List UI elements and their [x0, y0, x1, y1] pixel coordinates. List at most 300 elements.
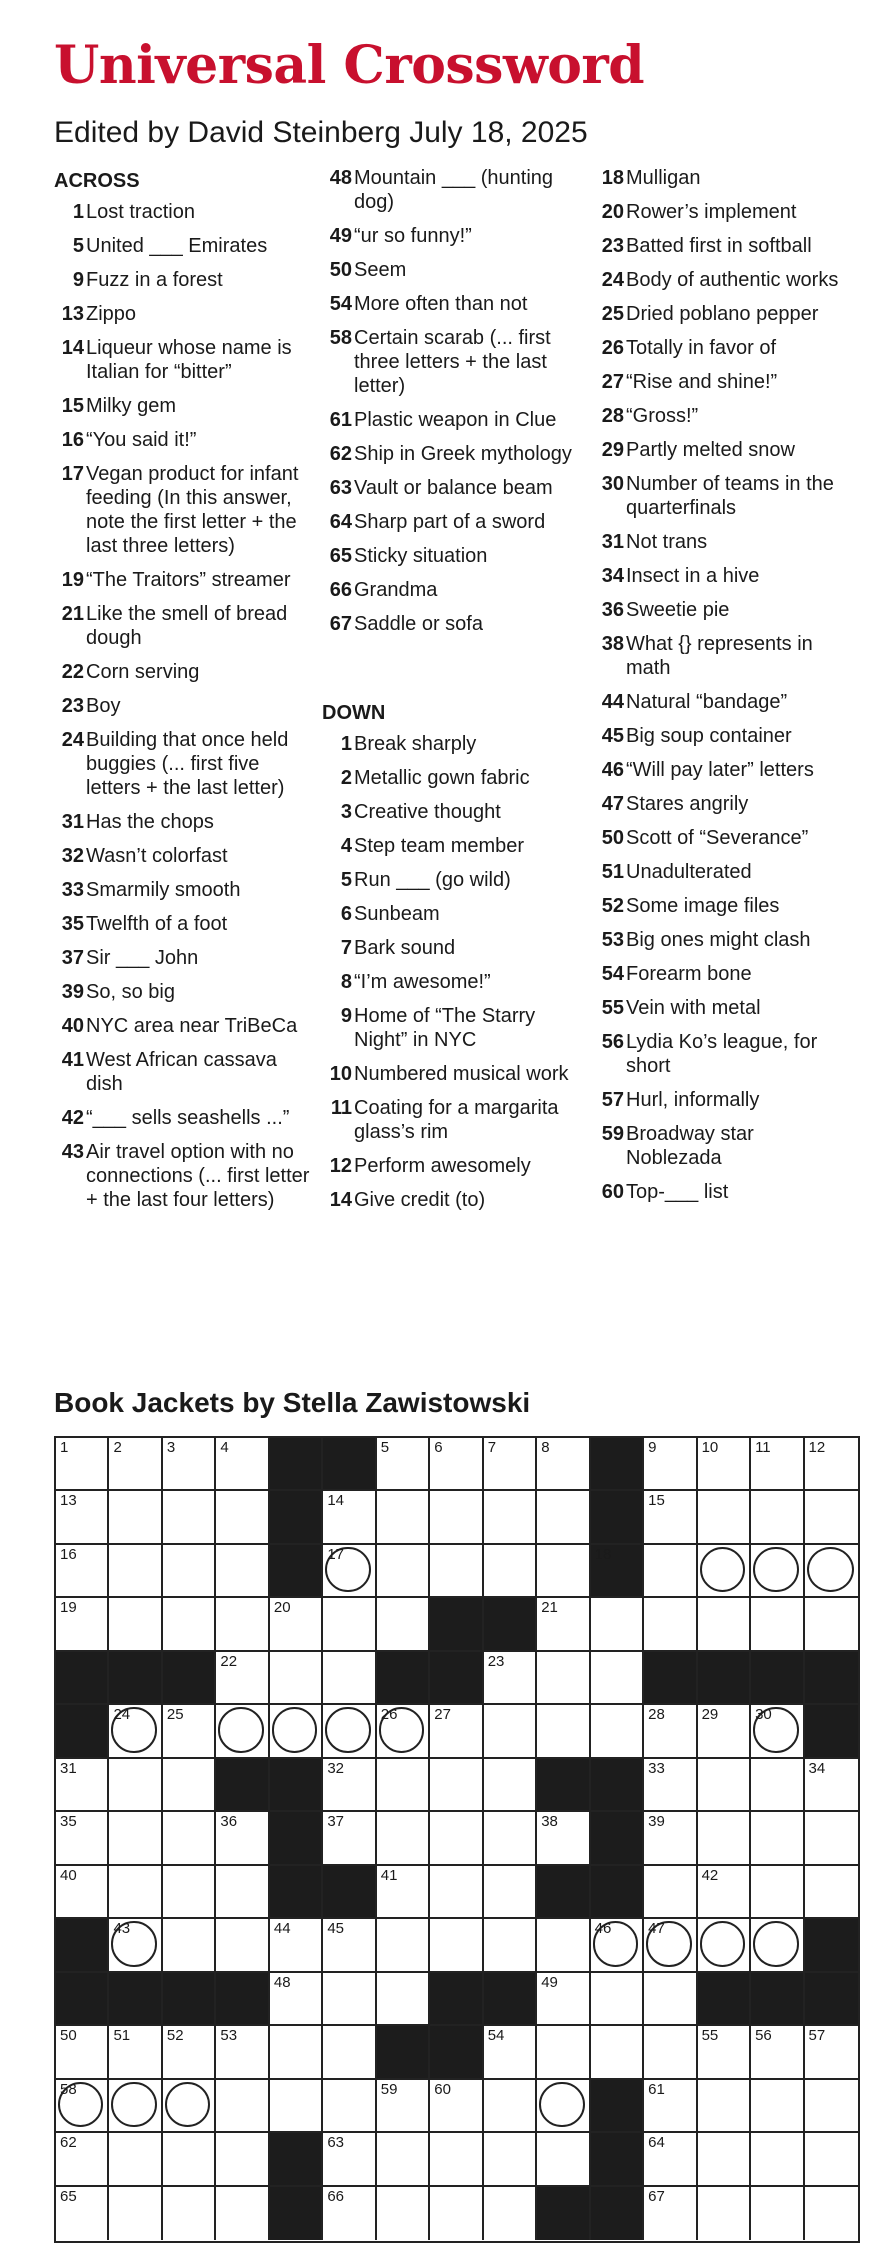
grid-cell[interactable]	[430, 1545, 483, 1598]
clue-column-1	[54, 166, 312, 1222]
black-square	[591, 1545, 644, 1598]
clue-text: Sticky situation	[354, 545, 488, 567]
black-square	[591, 1759, 644, 1812]
black-square	[377, 2026, 430, 2079]
grid-cell[interactable]	[805, 1545, 858, 1598]
down-clue	[322, 800, 580, 824]
grid-cell[interactable]	[109, 1545, 162, 1598]
grid-cell[interactable]	[484, 1491, 537, 1544]
grid-cell[interactable]	[216, 1545, 269, 1598]
down-clue	[322, 1096, 580, 1144]
grid-cell[interactable]	[323, 2026, 376, 2079]
cell-number: 30	[755, 1706, 772, 1724]
grid-cell[interactable]	[537, 1652, 590, 1705]
grid-cell[interactable]	[484, 1652, 537, 1705]
grid-cell[interactable]	[484, 1812, 537, 1865]
grid-cell[interactable]	[537, 1545, 590, 1598]
clue-text: “You said it!”	[86, 429, 197, 451]
grid-cell[interactable]	[56, 2133, 109, 2186]
grid-cell[interactable]	[591, 1705, 644, 1758]
grid-cell[interactable]	[56, 2080, 109, 2133]
grid-cell[interactable]	[484, 2080, 537, 2133]
clue-number: 10	[329, 1063, 352, 1085]
grid-cell[interactable]	[323, 1652, 376, 1705]
black-square	[591, 2133, 644, 2186]
clue-number: 14	[329, 1189, 352, 1211]
down-clue	[594, 758, 852, 782]
clue-number: 37	[61, 947, 84, 969]
grid-cell[interactable]	[430, 1919, 483, 1972]
grid-cell[interactable]	[216, 1652, 269, 1705]
clue-number: 6	[340, 903, 352, 925]
grid-cell[interactable]	[323, 1705, 376, 1758]
grid-cell[interactable]	[484, 2187, 537, 2240]
across-clue	[54, 568, 312, 592]
clue-text: Run ___ (go wild)	[354, 869, 511, 891]
grid-cell[interactable]	[109, 2133, 162, 2186]
clue-number: 66	[329, 579, 352, 601]
cell-number: 33	[648, 1759, 665, 1777]
grid-cell[interactable]	[805, 1438, 858, 1491]
cell-number: 38	[541, 1813, 558, 1831]
grid-cell[interactable]	[644, 1759, 697, 1812]
cell-number: 13	[60, 1492, 77, 1510]
grid-cell[interactable]	[537, 1491, 590, 1544]
grid-cell[interactable]	[644, 1812, 697, 1865]
clue-number: 31	[601, 531, 624, 553]
cell-number: 20	[273, 1599, 291, 1617]
clue-text: NYC area near TriBeCa	[86, 1015, 298, 1037]
clue-text: What {} represents in math	[626, 633, 813, 679]
across-clue	[54, 1048, 312, 1096]
cell-number: 67	[648, 2187, 665, 2205]
grid-cell[interactable]	[751, 1491, 804, 1544]
grid-cell[interactable]	[805, 1491, 858, 1544]
clue-number: 61	[329, 409, 352, 431]
black-square	[56, 1973, 109, 2026]
grid-cell[interactable]	[109, 2080, 162, 2133]
grid-cell[interactable]	[751, 2080, 804, 2133]
clue-text: Vein with metal	[626, 997, 761, 1019]
clue-number: 31	[61, 811, 84, 833]
grid-cell[interactable]	[484, 1919, 537, 1972]
down-clue	[322, 1062, 580, 1086]
grid-cell[interactable]	[537, 2080, 590, 2133]
grid-cell[interactable]	[805, 2133, 858, 2186]
grid-cell[interactable]	[751, 1438, 804, 1491]
clue-number: 5	[72, 235, 84, 257]
grid-cell[interactable]	[216, 1812, 269, 1865]
grid-cell[interactable]	[163, 1545, 216, 1598]
grid-cell[interactable]	[323, 2133, 376, 2186]
grid-cell[interactable]	[163, 1491, 216, 1544]
clue-text: Boy	[86, 695, 121, 717]
grid-cell[interactable]	[323, 1759, 376, 1812]
grid-cell[interactable]	[216, 1866, 269, 1919]
cell-number: 7	[487, 1439, 497, 1456]
grid-cell[interactable]	[270, 1652, 323, 1705]
grid-cell[interactable]	[377, 1545, 430, 1598]
down-clue	[594, 894, 852, 918]
clue-number: 63	[329, 477, 352, 499]
grid-cell[interactable]	[56, 1545, 109, 1598]
grid-cell[interactable]	[56, 1491, 109, 1544]
grid-cell[interactable]	[323, 2187, 376, 2240]
grid-cell[interactable]	[805, 1812, 858, 1865]
grid-cell[interactable]	[537, 1973, 590, 2026]
grid-cell[interactable]	[163, 1866, 216, 1919]
down-clue	[594, 598, 852, 622]
grid-cell[interactable]	[216, 1705, 269, 1758]
black-square	[430, 1973, 483, 2026]
grid-cell[interactable]	[751, 2026, 804, 2079]
circle-marker	[218, 1707, 263, 1752]
cell-number: 43	[113, 1920, 131, 1938]
across-clue	[54, 844, 312, 868]
clue-number: 67	[329, 613, 352, 635]
clue-text: “The Traitors” streamer	[86, 569, 291, 591]
grid-cell[interactable]	[591, 2026, 644, 2079]
grid-cell[interactable]	[698, 1812, 751, 1865]
clue-number: 50	[601, 827, 624, 849]
grid-cell[interactable]	[430, 1759, 483, 1812]
grid-cell[interactable]	[216, 2187, 269, 2240]
grid-cell[interactable]	[216, 1919, 269, 1972]
grid-cell[interactable]	[216, 2026, 269, 2079]
clue-number: 41	[61, 1049, 84, 1071]
clue-text: Twelfth of a foot	[86, 913, 228, 935]
clue-text: West African cassava dish	[86, 1049, 277, 1095]
clue-text: Dried poblano pepper	[626, 303, 819, 325]
grid-cell[interactable]	[644, 2133, 697, 2186]
grid-cell[interactable]	[698, 1545, 751, 1598]
down-clue	[322, 868, 580, 892]
grid-cell[interactable]	[537, 1438, 590, 1491]
grid-cell[interactable]	[644, 1973, 697, 2026]
cell-number: 42	[701, 1866, 719, 1884]
grid-cell[interactable]	[430, 2133, 483, 2186]
clue-text: Coating for a margarita glass’s rim	[354, 1097, 559, 1143]
clue-number: 53	[601, 929, 624, 951]
grid-cell[interactable]	[323, 1812, 376, 1865]
grid-cell[interactable]	[270, 2080, 323, 2133]
grid-cell[interactable]	[698, 1598, 751, 1651]
grid-cell[interactable]	[323, 1919, 376, 1972]
grid-cell[interactable]	[270, 1705, 323, 1758]
grid-cell[interactable]	[805, 1759, 858, 1812]
grid-cell[interactable]	[56, 2187, 109, 2240]
grid-cell[interactable]	[323, 2080, 376, 2133]
clue-text: Break sharply	[354, 733, 477, 755]
down-clue	[594, 166, 852, 190]
clue-number: 1	[72, 201, 84, 223]
grid-cell[interactable]	[698, 1491, 751, 1544]
grid-cell[interactable]	[109, 1812, 162, 1865]
grid-cell[interactable]	[109, 1866, 162, 1919]
grid-cell[interactable]	[377, 1866, 430, 1919]
grid-cell[interactable]	[644, 1438, 697, 1491]
clue-number: 11	[330, 1097, 352, 1119]
clue-number: 50	[329, 259, 352, 281]
circle-marker	[272, 1707, 317, 1752]
grid-cell[interactable]	[377, 1438, 430, 1491]
black-square	[270, 1491, 323, 1544]
grid-cell[interactable]	[216, 2080, 269, 2133]
down-clue	[594, 690, 852, 714]
grid-cell[interactable]	[751, 2133, 804, 2186]
grid-cell[interactable]	[270, 1598, 323, 1651]
grid-cell[interactable]	[484, 2026, 537, 2079]
grid-cell[interactable]	[805, 2026, 858, 2079]
grid-cell[interactable]	[805, 1598, 858, 1651]
grid-cell[interactable]	[109, 1491, 162, 1544]
clue-text: Big soup container	[626, 725, 792, 747]
black-square	[270, 1438, 323, 1491]
cell-number: 8	[541, 1439, 550, 1456]
cell-number: 51	[113, 2027, 131, 2045]
clue-text: Lost traction	[86, 201, 195, 223]
black-square	[805, 1652, 858, 1705]
grid-cell[interactable]	[430, 1812, 483, 1865]
grid-cell[interactable]	[270, 2026, 323, 2079]
grid-cell[interactable]	[163, 2133, 216, 2186]
cell-number: 26	[380, 1706, 398, 1724]
grid-cell[interactable]	[698, 2080, 751, 2133]
grid-cell[interactable]	[109, 1705, 162, 1758]
grid-cell[interactable]	[430, 2080, 483, 2133]
grid-cell[interactable]	[270, 1973, 323, 2026]
grid-cell[interactable]	[270, 1919, 323, 1972]
grid-cell[interactable]	[644, 2187, 697, 2240]
cell-number: 48	[273, 1973, 291, 1991]
grid-cell[interactable]	[698, 2187, 751, 2240]
cell-number: 10	[701, 1439, 719, 1456]
grid-cell[interactable]	[644, 1866, 697, 1919]
grid-cell[interactable]	[644, 1705, 697, 1758]
grid-cell[interactable]	[484, 2133, 537, 2186]
clue-number: 17	[61, 463, 84, 485]
clue-text: Lydia Ko’s league, for short	[626, 1031, 818, 1077]
grid-cell[interactable]	[109, 1438, 162, 1491]
grid-cell[interactable]	[484, 1705, 537, 1758]
grid-cell[interactable]	[751, 1812, 804, 1865]
puzzle-title: Universal Crossword	[54, 35, 645, 96]
grid-cell[interactable]	[377, 2080, 430, 2133]
grid-cell[interactable]	[323, 1598, 376, 1651]
down-clue	[594, 564, 852, 588]
clue-text: Like the smell of bread dough	[86, 603, 288, 649]
grid-cell[interactable]	[56, 1759, 109, 1812]
grid-cell[interactable]	[751, 1759, 804, 1812]
grid-cell[interactable]	[484, 1866, 537, 1919]
cell-number: 4	[220, 1439, 229, 1456]
grid-cell[interactable]	[377, 2133, 430, 2186]
clue-number: 34	[601, 565, 624, 587]
grid-cell[interactable]	[163, 2187, 216, 2240]
grid-cell[interactable]	[163, 1438, 216, 1491]
circle-marker	[111, 2082, 156, 2127]
grid-cell[interactable]	[163, 1812, 216, 1865]
clue-text: “Rise and shine!”	[626, 371, 778, 393]
grid-cell[interactable]	[698, 2133, 751, 2186]
black-square	[377, 1652, 430, 1705]
grid-cell[interactable]	[377, 1598, 430, 1651]
cell-number: 56	[755, 2027, 772, 2045]
grid-cell[interactable]	[537, 2026, 590, 2079]
clue-text: Sunbeam	[354, 903, 440, 925]
grid-cell[interactable]	[323, 1545, 376, 1598]
black-square	[270, 1812, 323, 1865]
grid-cell[interactable]	[751, 2187, 804, 2240]
grid-cell[interactable]	[377, 1491, 430, 1544]
grid-cell[interactable]	[698, 1866, 751, 1919]
grid-cell[interactable]	[751, 1705, 804, 1758]
grid-cell[interactable]	[484, 1759, 537, 1812]
grid-cell[interactable]	[537, 1812, 590, 1865]
grid-cell[interactable]	[805, 2187, 858, 2240]
cell-number: 53	[220, 2027, 238, 2045]
grid-cell[interactable]	[484, 1545, 537, 1598]
down-clue	[594, 404, 852, 428]
grid-cell[interactable]	[751, 1598, 804, 1651]
grid-cell[interactable]	[56, 1866, 109, 1919]
clue-text: Unadulterated	[626, 861, 752, 883]
grid-cell[interactable]	[377, 1812, 430, 1865]
grid-cell[interactable]	[216, 2133, 269, 2186]
clue-text: Not trans	[626, 531, 708, 553]
cell-number: 58	[60, 2080, 77, 2098]
grid-cell[interactable]	[484, 1438, 537, 1491]
grid-cell[interactable]	[163, 1919, 216, 1972]
clue-number: 65	[329, 545, 352, 567]
grid-cell[interactable]	[109, 1759, 162, 1812]
grid-cell[interactable]	[109, 2026, 162, 2079]
grid-cell[interactable]	[644, 1491, 697, 1544]
cell-number: 24	[113, 1706, 131, 1724]
across-clue	[54, 946, 312, 970]
grid-cell[interactable]	[109, 1919, 162, 1972]
grid-cell[interactable]	[698, 1438, 751, 1491]
grid-cell[interactable]	[805, 2080, 858, 2133]
cell-number: 15	[648, 1492, 665, 1510]
across-clue	[54, 728, 312, 800]
grid-cell[interactable]	[377, 1973, 430, 2026]
grid-cell[interactable]	[377, 1919, 430, 1972]
clue-text: Top-___ list	[626, 1181, 729, 1203]
grid-cell[interactable]	[751, 1919, 804, 1972]
clue-number: 26	[601, 337, 624, 359]
down-clue	[594, 1088, 852, 1112]
grid-cell[interactable]	[644, 1919, 697, 1972]
grid-cell[interactable]	[591, 1919, 644, 1972]
across-clue	[322, 292, 580, 316]
grid-cell[interactable]	[323, 1491, 376, 1544]
grid-cell[interactable]	[537, 1598, 590, 1651]
grid-cell[interactable]	[430, 1438, 483, 1491]
black-square	[805, 1973, 858, 2026]
grid-cell[interactable]	[163, 1598, 216, 1651]
grid-cell[interactable]	[56, 1812, 109, 1865]
grid-cell[interactable]	[430, 1866, 483, 1919]
grid-cell[interactable]	[591, 1598, 644, 1651]
cell-number: 64	[648, 2134, 665, 2152]
circle-marker	[753, 1921, 798, 1966]
grid-cell[interactable]	[163, 1705, 216, 1758]
grid-cell[interactable]	[644, 2026, 697, 2079]
grid-cell[interactable]	[644, 2080, 697, 2133]
grid-cell[interactable]	[537, 1705, 590, 1758]
clue-text: Smarmily smooth	[86, 879, 241, 901]
clue-number: 2	[340, 767, 352, 789]
across-clue	[54, 878, 312, 902]
grid-cell[interactable]	[323, 1973, 376, 2026]
black-square	[537, 2187, 590, 2240]
across-clue	[322, 224, 580, 248]
grid-cell[interactable]	[430, 1705, 483, 1758]
clue-text: Rower’s implement	[626, 201, 797, 223]
black-square	[805, 1919, 858, 1972]
circle-marker	[325, 1707, 370, 1752]
grid-cell[interactable]	[751, 1545, 804, 1598]
black-square	[430, 1598, 483, 1651]
clue-number: 30	[601, 473, 624, 495]
black-square	[270, 2133, 323, 2186]
grid-cell[interactable]	[377, 2187, 430, 2240]
grid-cell[interactable]	[109, 2187, 162, 2240]
clue-number: 32	[61, 845, 84, 867]
cell-number: 11	[755, 1439, 771, 1456]
grid-cell[interactable]	[163, 2026, 216, 2079]
cell-number: 41	[380, 1866, 398, 1884]
grid-cell[interactable]	[698, 2026, 751, 2079]
cell-number: 66	[327, 2187, 345, 2205]
grid-cell[interactable]	[698, 1919, 751, 1972]
grid-cell[interactable]	[163, 2080, 216, 2133]
grid-cell[interactable]	[216, 1438, 269, 1491]
grid-cell[interactable]	[56, 1438, 109, 1491]
cell-number: 54	[487, 2027, 505, 2045]
grid-cell[interactable]	[698, 1759, 751, 1812]
clue-number: 58	[329, 327, 352, 349]
across-clue	[54, 912, 312, 936]
grid-cell[interactable]	[537, 2133, 590, 2186]
grid-cell[interactable]	[430, 1491, 483, 1544]
grid-cell[interactable]	[56, 2026, 109, 2079]
grid-cell[interactable]	[216, 1491, 269, 1544]
clue-column-3	[594, 166, 852, 1214]
grid-cell[interactable]	[377, 1759, 430, 1812]
grid-cell[interactable]	[644, 1545, 697, 1598]
clue-number: 38	[601, 633, 624, 655]
grid-cell[interactable]	[377, 1705, 430, 1758]
clue-number: 9	[72, 269, 84, 291]
grid-cell[interactable]	[644, 1598, 697, 1651]
grid-cell[interactable]	[537, 1919, 590, 1972]
grid-cell[interactable]	[805, 1866, 858, 1919]
grid-cell[interactable]	[163, 1759, 216, 1812]
down-clue	[594, 302, 852, 326]
across-clue	[54, 428, 312, 452]
grid-cell[interactable]	[109, 1598, 162, 1651]
grid-cell[interactable]	[430, 2187, 483, 2240]
grid-cell[interactable]	[698, 1705, 751, 1758]
grid-cell[interactable]	[591, 1973, 644, 2026]
grid-cell[interactable]	[216, 1598, 269, 1651]
grid-cell[interactable]	[56, 1598, 109, 1651]
grid-cell[interactable]	[751, 1866, 804, 1919]
black-square	[216, 1759, 269, 1812]
grid-cell[interactable]	[591, 1652, 644, 1705]
